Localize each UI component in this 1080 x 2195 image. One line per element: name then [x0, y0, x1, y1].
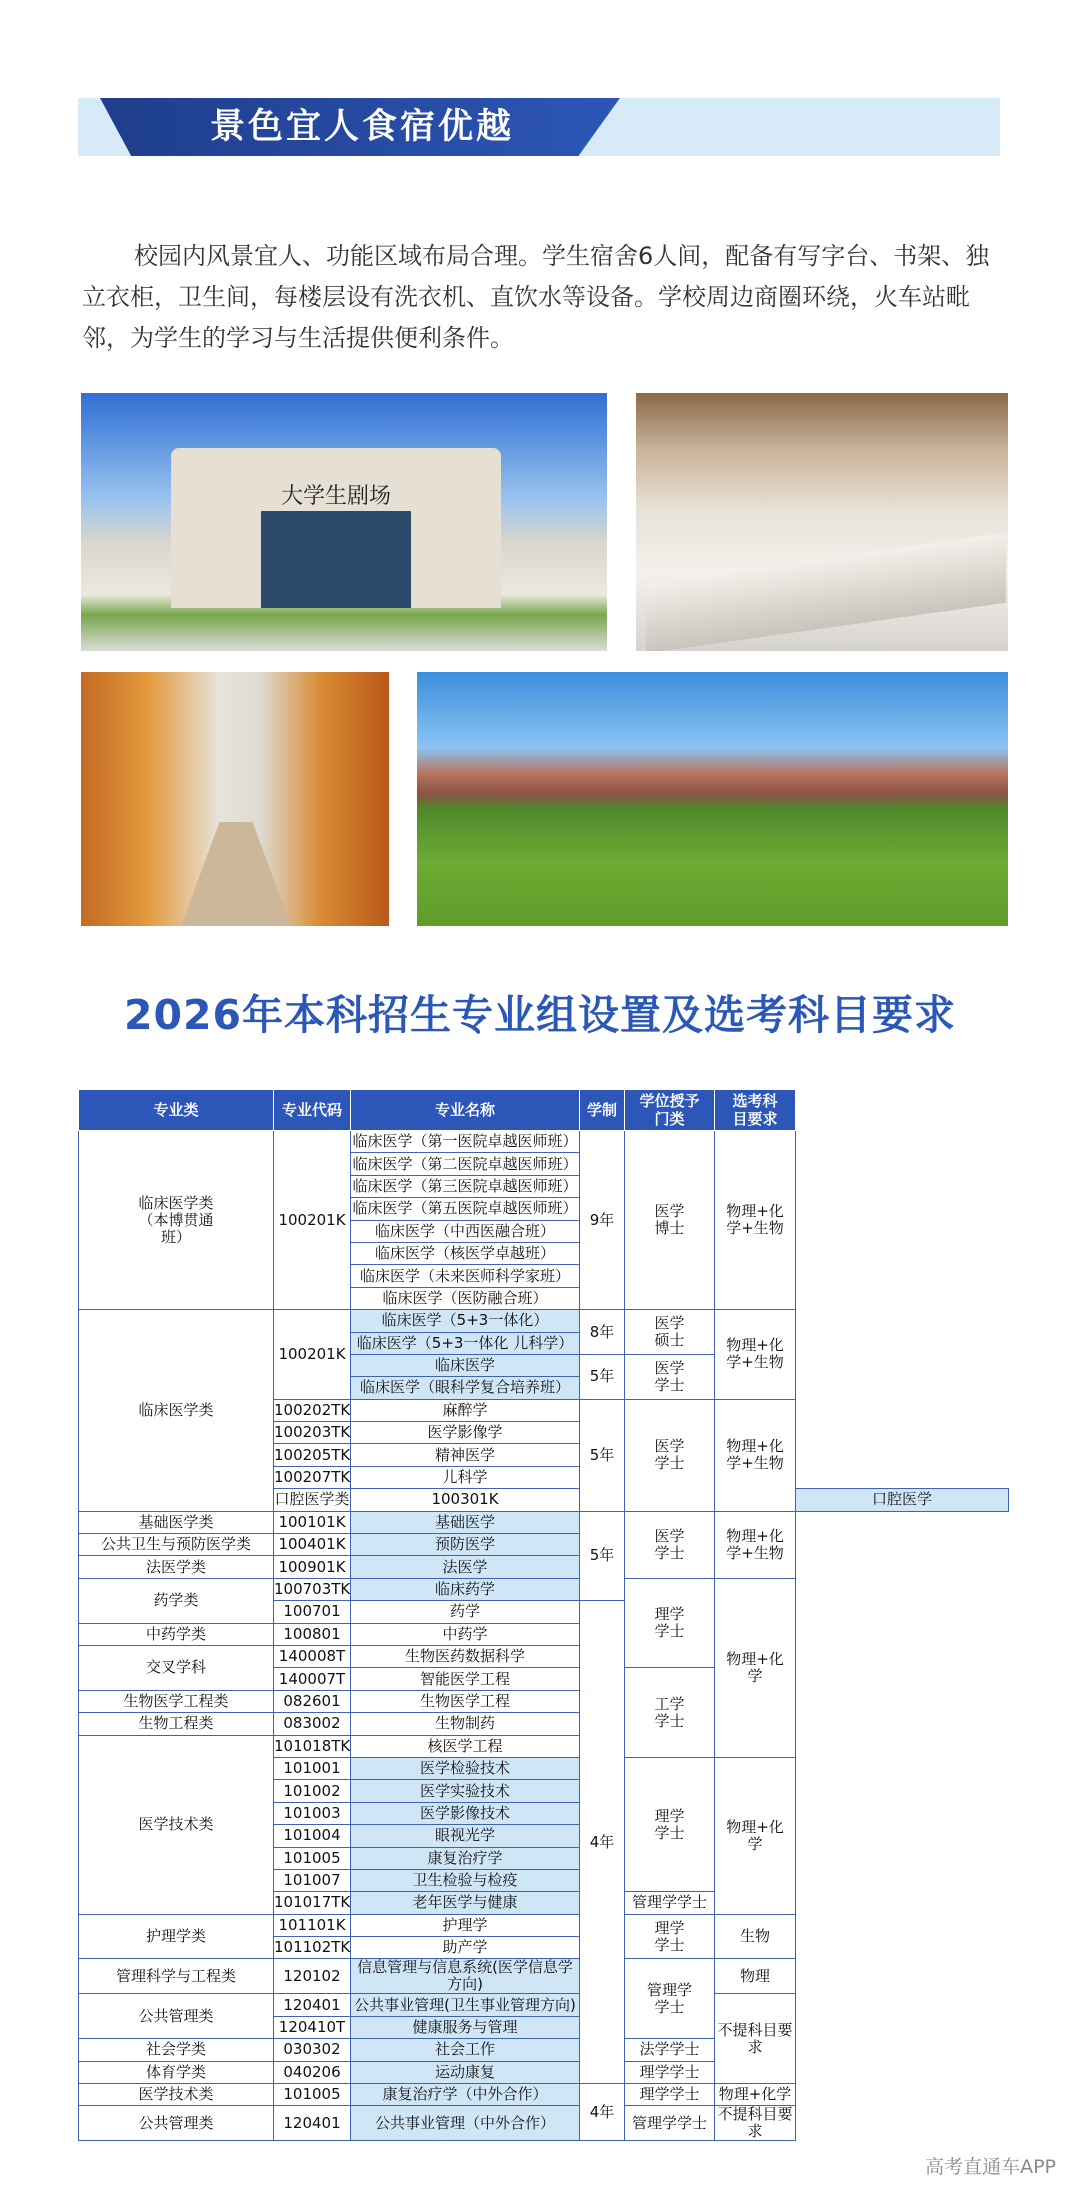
cell-code: 100301K: [351, 1489, 580, 1511]
cell-degree: 医学学士: [625, 1354, 715, 1399]
cell-category: 公共卫生与预防医学类: [79, 1534, 274, 1556]
cell-major: 临床医学（第五医院卓越医师班）: [351, 1198, 580, 1220]
table-row: [79, 2039, 1009, 2061]
cell-degree: 医学学士: [625, 1511, 715, 1578]
cell-major: 眼视光学: [351, 1825, 580, 1847]
cell-category: 社会学类: [79, 2039, 274, 2061]
cell-code: 101004: [274, 1825, 351, 1847]
cell-major: 临床医学（未来医师科学家班）: [351, 1265, 580, 1287]
cell-code: 101001: [274, 1757, 351, 1779]
cell-major: 临床医学（5+3一体化 儿科学）: [351, 1332, 580, 1354]
cell-code: 101101K: [274, 1914, 351, 1936]
cell-code: 120401: [274, 1994, 351, 2016]
cell-code: 101007: [274, 1869, 351, 1891]
cell-major: 社会工作: [351, 2039, 580, 2061]
cell-major: 健康服务与管理: [351, 2016, 580, 2038]
cell-subjects: 物理+化学+生物: [715, 1131, 796, 1310]
cell-degree: 医学硕士: [625, 1310, 715, 1355]
cell-major: 医学影像学: [351, 1422, 580, 1444]
cell-degree: 理学学士: [625, 1578, 715, 1668]
cell-subjects: 物理+化学: [715, 1757, 796, 1914]
cell-code: 101102TK: [274, 1937, 351, 1959]
cell-category: 医学技术类: [79, 1735, 274, 1914]
table-row: [79, 2084, 1009, 2106]
cell-duration: 9年: [580, 1131, 625, 1310]
cell-major: 公共事业管理(卫生事业管理方向): [351, 1994, 580, 2016]
cell-duration: 5年: [580, 1511, 625, 1601]
table-row: [79, 1959, 1009, 1994]
cell-degree: 工学学士: [625, 1668, 715, 1758]
table-row: [79, 2106, 1009, 2141]
cell-major: 运动康复: [351, 2061, 580, 2083]
intro-paragraph: 校园内风景宜人、功能区域布局合理。学生宿舍6人间，配备有写字台、书架、独立衣柜，卫生间，每楼层设有洗衣机、直饮水等设备。学校周边商圈环绕，火车站毗邻，为学生的学习与生活提供便利条件。: [82, 242, 990, 352]
cell-major: 临床医学（中西医融合班）: [351, 1220, 580, 1242]
cell-major: 临床药学: [351, 1578, 580, 1600]
admission-table: [78, 1089, 1009, 2141]
table-row: [79, 2061, 1009, 2083]
header-category: 专业类: [79, 1090, 274, 1131]
cell-major: 口腔医学: [796, 1489, 1009, 1511]
cell-subjects: 物理+化学+生物: [715, 1399, 796, 1511]
cell-code: 101005: [274, 2084, 351, 2106]
cell-major: 康复治疗学（中外合作）: [351, 2084, 580, 2106]
cell-major: 药学: [351, 1601, 580, 1623]
cell-subjects: 物理+化学+生物: [715, 1511, 796, 1578]
cell-major: 医学实验技术: [351, 1780, 580, 1802]
cell-major: 基础医学: [351, 1511, 580, 1533]
table-row: [79, 1914, 1009, 1936]
cell-code: 100801: [274, 1623, 351, 1645]
cell-major: 法医学: [351, 1556, 580, 1578]
cell-major: 预防医学: [351, 1534, 580, 1556]
header-code: 专业代码: [274, 1090, 351, 1131]
table-row: [79, 1735, 1009, 1757]
cell-code: 100203TK: [274, 1422, 351, 1444]
table-row: [79, 1534, 1009, 1556]
cell-major: 助产学: [351, 1937, 580, 1959]
cell-code: 030302: [274, 2039, 351, 2061]
cell-code: 082601: [274, 1690, 351, 1712]
cell-code: 100205TK: [274, 1444, 351, 1466]
cell-major: 老年医学与健康: [351, 1892, 580, 1914]
cell-major: 医学检验技术: [351, 1757, 580, 1779]
cell-code: 120410T: [274, 2016, 351, 2038]
cell-code: 101018TK: [274, 1735, 351, 1757]
autumn-campus-photo: [81, 672, 389, 926]
table-row: [79, 1645, 1009, 1667]
cell-code: 140007T: [274, 1668, 351, 1690]
cell-duration: 4年: [580, 1601, 625, 2084]
theater-sign: 大学生剧场: [281, 484, 392, 509]
cell-major: 临床医学: [351, 1354, 580, 1376]
cell-subjects: 生物: [715, 1914, 796, 1959]
cell-major: 康复治疗学: [351, 1847, 580, 1869]
cell-major: 临床医学（核医学卓越班）: [351, 1242, 580, 1264]
cell-code: 083002: [274, 1713, 351, 1735]
header-degree: 学位授予门类: [625, 1090, 715, 1131]
theater-glass-front: [261, 511, 411, 608]
cell-major: 临床医学（眼科学复合培养班）: [351, 1377, 580, 1399]
cell-category: 体育学类: [79, 2061, 274, 2083]
cell-major: 医学影像技术: [351, 1802, 580, 1824]
cell-code: 040206: [274, 2061, 351, 2083]
cell-major: 生物医药数据科学: [351, 1645, 580, 1667]
cell-duration: 4年: [580, 2084, 625, 2141]
cell-degree: 理学学士: [625, 1914, 715, 1959]
table-row: [79, 1994, 1009, 2016]
cell-code: 140008T: [274, 1645, 351, 1667]
cell-major: 卫生检验与检疫: [351, 1869, 580, 1891]
cell-category: 公共管理类: [79, 2106, 274, 2141]
cell-code: 101003: [274, 1802, 351, 1824]
cell-major: 精神医学: [351, 1444, 580, 1466]
canteen-counter: [646, 533, 1006, 651]
cell-major: 临床医学（第一医院卓越医师班）: [351, 1131, 580, 1153]
canteen-photo: [636, 393, 1008, 651]
cell-major: 临床医学（5+3一体化）: [351, 1310, 580, 1332]
cell-major: 临床医学（第二医院卓越医师班）: [351, 1153, 580, 1175]
watermark: 高考直通车APP: [925, 2156, 1056, 2178]
cell-category: 药学类: [79, 1578, 274, 1623]
cell-code: 100703TK: [274, 1578, 351, 1600]
cell-subjects: 物理+化学+生物: [715, 1310, 796, 1400]
cell-code: 100901K: [274, 1556, 351, 1578]
cell-duration: 5年: [580, 1399, 625, 1511]
cell-category: 法医学类: [79, 1556, 274, 1578]
table-header-row: [79, 1090, 1009, 1131]
cell-degree: 理学学士: [625, 1757, 715, 1891]
cell-degree: 医学学士: [625, 1399, 715, 1511]
cell-degree: 理学学士: [625, 2084, 715, 2106]
cell-code: 100201K: [274, 1131, 351, 1310]
section-title: 景色宜人食宿优越: [210, 107, 515, 147]
cell-major: 信息管理与信息系统(医学信息学方向): [351, 1959, 580, 1994]
table-row: [79, 1623, 1009, 1645]
cell-subjects: 物理+化学: [715, 2084, 796, 2106]
cell-category: 中药学类: [79, 1623, 274, 1645]
cell-category: 生物医学工程类: [79, 1690, 274, 1712]
table-row: [79, 1131, 1009, 1153]
cell-category: 交叉学科: [79, 1645, 274, 1690]
cell-code: 101005: [274, 1847, 351, 1869]
cell-major: 麻醉学: [351, 1399, 580, 1421]
campus-lawn-photo: [417, 672, 1008, 926]
cell-duration: 5年: [580, 1354, 625, 1399]
cell-subjects: 不提科目要求: [715, 2106, 796, 2141]
theater-photo: [81, 393, 607, 651]
cell-degree: 管理学学士: [625, 1892, 715, 1914]
cell-code: 100201K: [274, 1310, 351, 1400]
cell-code: 101017TK: [274, 1892, 351, 1914]
cell-major: 中药学: [351, 1623, 580, 1645]
table-row: [79, 1556, 1009, 1578]
cell-category: 公共管理类: [79, 1994, 274, 2039]
cell-code: 120102: [274, 1959, 351, 1994]
header-duration: 学制: [580, 1090, 625, 1131]
cell-code: 100401K: [274, 1534, 351, 1556]
cell-major: 临床医学（第三医院卓越医师班）: [351, 1175, 580, 1197]
cell-major: 公共事业管理（中外合作）: [351, 2106, 580, 2141]
cell-degree: 管理学学士: [625, 2106, 715, 2141]
cell-major: 生物医学工程: [351, 1690, 580, 1712]
cell-major: 护理学: [351, 1914, 580, 1936]
cell-subjects: 物理: [715, 1959, 796, 1994]
cell-degree: 医学博士: [625, 1131, 715, 1310]
cell-category: 医学技术类: [79, 2084, 274, 2106]
table-title: 2026年本科招生专业组设置及选考科目要求: [123, 991, 957, 1039]
cell-degree: 管理学学士: [625, 1959, 715, 2039]
header-subjects: 选考科目要求: [715, 1090, 796, 1131]
cell-major: 儿科学: [351, 1466, 580, 1488]
table-row: [79, 1713, 1009, 1735]
cell-category: 护理学类: [79, 1914, 274, 1959]
cell-code: 100207TK: [274, 1466, 351, 1488]
cell-category: 基础医学类: [79, 1511, 274, 1533]
cell-code: 101002: [274, 1780, 351, 1802]
cell-major: 核医学工程: [351, 1735, 580, 1757]
cell-duration: 8年: [580, 1310, 625, 1355]
cell-major: 生物制药: [351, 1713, 580, 1735]
table-row: [79, 1578, 1009, 1600]
cell-subjects: 物理+化学: [715, 1578, 796, 1757]
cell-code: 100202TK: [274, 1399, 351, 1421]
cell-code: 100701: [274, 1601, 351, 1623]
cell-category: 管理科学与工程类: [79, 1959, 274, 1994]
cell-category: 生物工程类: [79, 1713, 274, 1735]
table-row: [79, 1310, 1009, 1332]
cell-code: 120401: [274, 2106, 351, 2141]
table-row: [79, 1511, 1009, 1533]
cell-subjects: 不提科目要求: [715, 1994, 796, 2084]
header-major-name: 专业名称: [351, 1090, 580, 1131]
cell-category: 临床医学类: [79, 1310, 274, 1512]
cell-degree: 理学学士: [625, 2061, 715, 2083]
cell-category: 临床医学类（本博贯通班）: [79, 1131, 274, 1310]
cell-degree: 法学学士: [625, 2039, 715, 2061]
campus-path: [181, 822, 291, 926]
cell-category: 口腔医学类: [274, 1489, 351, 1511]
table-row: [79, 1690, 1009, 1712]
cell-major: 智能医学工程: [351, 1668, 580, 1690]
cell-code: 100101K: [274, 1511, 351, 1533]
cell-major: 临床医学（医防融合班）: [351, 1287, 580, 1309]
